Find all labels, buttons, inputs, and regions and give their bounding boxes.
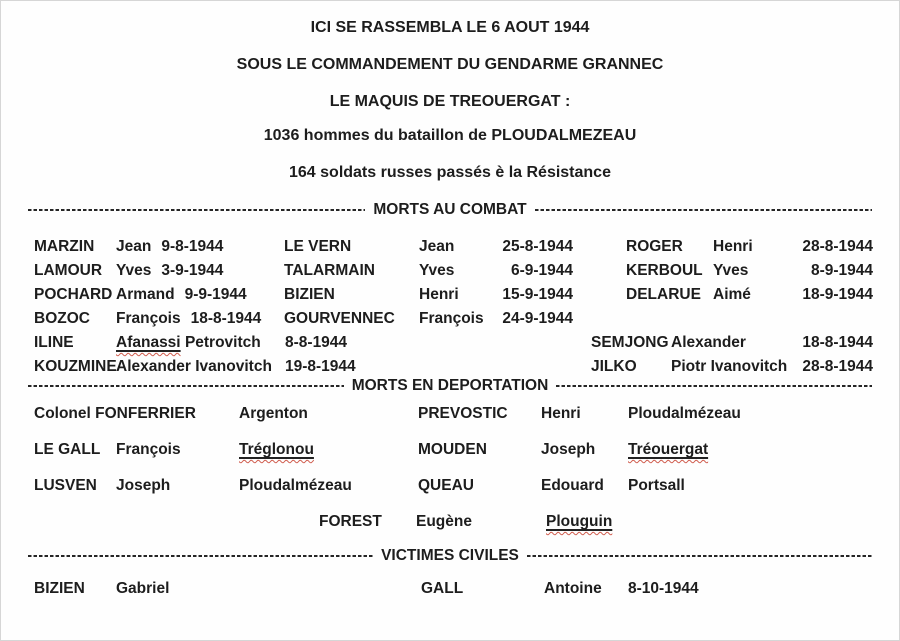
header-line-5: 164 soldats russes passés è la Résistance [289,164,611,181]
death-date: 9-9-1944 [184,286,247,303]
death-date: 15-9-1944 [502,286,573,303]
deportation-row-1 [1,402,900,426]
surname: KOUZMINE [34,358,117,375]
death-date: 6-9-1944 [510,262,573,279]
patronymic: Petrovitch [184,334,261,351]
divider-dashes-right [535,209,872,212]
firstname: François [116,441,181,458]
misspelled-word: Tréouergat [628,441,709,458]
surname: LUSVEN [34,477,97,494]
firstname: Yves [116,262,152,279]
section-divider-civils [28,546,872,566]
surname: QUEAU [418,477,474,494]
divider-dashes-left [28,209,365,212]
divider-dashes-left [28,555,373,558]
combat-row-4 [1,307,900,331]
surname: MARZIN [34,238,95,255]
firstname: Jean [419,238,455,255]
name-date-group [116,259,223,283]
deportation-row-4 [1,510,900,534]
death-date: 8-8-1944 [285,334,348,351]
surname: ILINE [34,334,74,351]
surname: JILKO [591,358,637,375]
firstname-group [116,331,261,355]
firstname: Joseph [116,477,171,494]
misspelled-word: Tréglonou [239,441,314,458]
firstname: François [116,310,181,327]
surname: MOUDEN [418,441,487,458]
death-date: 28-8-1944 [802,358,873,375]
firstname: Aimé [713,286,751,303]
place [546,510,612,534]
header-line-2: SOUS LE COMMANDEMENT DU GENDARME GRANNEC [236,56,664,73]
place [628,438,708,462]
combat-row-1 [1,235,900,259]
death-date: 19-8-1944 [285,358,356,375]
surname: BIZIEN [284,286,335,303]
firstname: François [419,310,484,327]
death-date: 24-9-1944 [502,310,573,327]
divider-dashes-left [28,385,344,388]
place: Argenton [239,405,308,422]
name-date-group [116,307,261,331]
surname: BIZIEN [34,580,85,597]
misspelled-word: Plouguin [546,513,613,530]
section-divider-deportation [28,376,872,396]
firstname: Joseph [541,441,596,458]
firstname: Henri [541,405,581,422]
combat-row-2 [1,259,900,283]
surname: KERBOUL [626,262,703,279]
firstname: Yves [419,262,455,279]
firstname: Alexander Ivanovitch [116,358,272,375]
surname: GOURVENNEC [284,310,395,327]
surname: POCHARD [34,286,113,303]
death-date: 3-9-1944 [161,262,224,279]
place: Ploudalmézeau [239,477,352,494]
surname: Colonel FONFERRIER [34,405,196,422]
death-date: 8-10-1944 [628,580,699,597]
place: Portsall [628,477,685,494]
firstname: Henri [713,238,753,255]
death-date: 28-8-1944 [802,238,873,255]
surname: PREVOSTIC [418,405,508,422]
surname: LE VERN [284,238,352,255]
divider-dashes-right [556,385,872,388]
header-line-3: LE MAQUIS DE TREOUERGAT : [329,93,571,110]
combat-row-3 [1,283,900,307]
civils-row-1 [1,577,900,601]
firstname: Yves [713,262,749,279]
surname: LE GALL [34,441,101,458]
firstname: Edouard [541,477,604,494]
surname: BOZOC [34,310,90,327]
firstname: Antoine [544,580,602,597]
death-date: 8-9-1944 [810,262,873,279]
firstname: Gabriel [116,580,170,597]
section-title-combat: MORTS AU COMBAT [373,201,527,218]
name-date-group [116,235,223,259]
firstname: Piotr Ivanovitch [671,358,788,375]
divider-dashes-right [527,555,872,558]
section-divider-combat [28,200,872,220]
firstname: Armand [116,286,175,303]
firstname: Jean [116,238,152,255]
surname: FOREST [319,513,382,530]
header-line-1: ICI SE RASSEMBLA LE 6 AOUT 1944 [310,19,590,36]
firstname: Henri [419,286,459,303]
firstname: Eugène [416,513,472,530]
death-date: 25-8-1944 [502,238,573,255]
header-line-4: 1036 hommes du bataillon de PLOUDALMEZEAU [263,127,637,144]
death-date: 18-8-1944 [190,310,262,327]
death-date: 18-9-1944 [802,286,873,303]
combat-row-5 [1,331,900,355]
place: Ploudalmézeau [628,405,741,422]
place [239,438,314,462]
deportation-row-3 [1,474,900,498]
death-date: 18-8-1944 [802,334,873,351]
firstname: Alexander [671,334,746,351]
surname: LAMOUR [34,262,103,279]
section-title-deportation: MORTS EN DEPORTATION [351,377,549,394]
surname: SEMJONG [591,334,669,351]
deportation-row-2 [1,438,900,462]
surname: GALL [421,580,464,597]
surname: TALARMAIN [284,262,375,279]
section-title-civils: VICTIMES CIVILES [381,547,519,564]
misspelled-word: Afanassi [116,334,181,351]
surname: ROGER [626,238,683,255]
name-date-group [116,283,247,307]
surname: DELARUE [626,286,701,303]
death-date: 9-8-1944 [161,238,224,255]
